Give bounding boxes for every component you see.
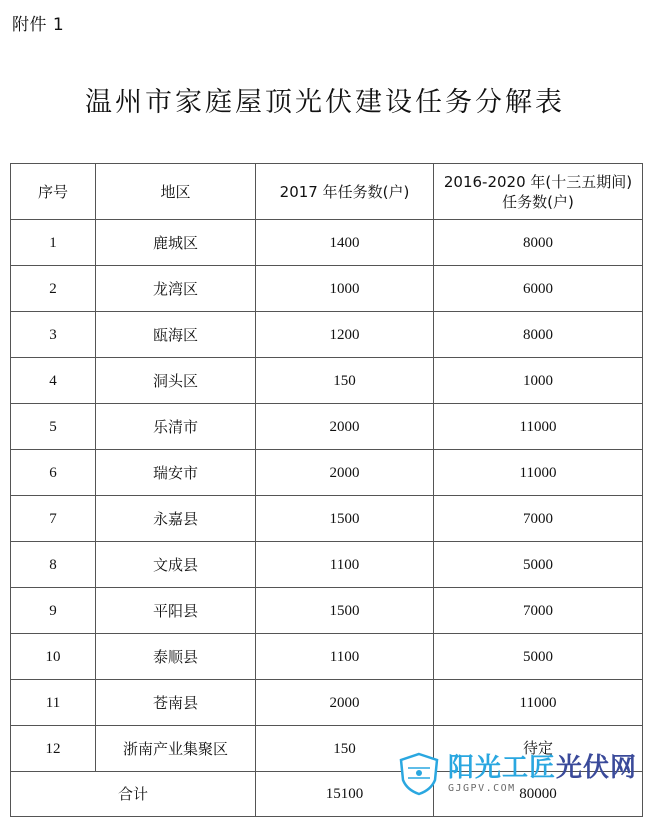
cell-no: 5 [11, 404, 96, 450]
total-label: 合计 [11, 772, 256, 817]
table-row [11, 634, 643, 680]
cell-no: 4 [11, 358, 96, 404]
table-row [11, 312, 643, 358]
cell-tasks-2016-2020: 1000 [434, 358, 643, 404]
cell-region: 苍南县 [96, 680, 256, 726]
cell-tasks-2016-2020: 11000 [434, 680, 643, 726]
cell-region: 瓯海区 [96, 312, 256, 358]
cell-region: 龙湾区 [96, 266, 256, 312]
cell-tasks-2017: 1100 [256, 542, 434, 588]
cell-region: 平阳县 [96, 588, 256, 634]
cell-tasks-2016-2020: 8000 [434, 220, 643, 266]
cell-no: 10 [11, 634, 96, 680]
header-tasks-2017: 2017 年任务数(户) [256, 164, 434, 220]
table-header-row [11, 164, 643, 220]
cell-tasks-2016-2020: 5000 [434, 542, 643, 588]
cell-tasks-2017: 1100 [256, 634, 434, 680]
cell-region: 文成县 [96, 542, 256, 588]
cell-tasks-2017: 1000 [256, 266, 434, 312]
cell-region: 洞头区 [96, 358, 256, 404]
header-no: 序号 [11, 164, 96, 220]
table-row [11, 496, 643, 542]
table-row [11, 358, 643, 404]
total-tasks-2017: 15100 [256, 772, 434, 817]
cell-tasks-2017: 2000 [256, 680, 434, 726]
cell-no: 2 [11, 266, 96, 312]
cell-tasks-2016-2020: 5000 [434, 634, 643, 680]
header-tasks-2016-2020: 2016-2020 年(十三五期间)任务数(户) [434, 164, 643, 220]
header-region: 地区 [96, 164, 256, 220]
table-row [11, 680, 643, 726]
cell-no: 8 [11, 542, 96, 588]
cell-tasks-2016-2020: 8000 [434, 312, 643, 358]
cell-no: 1 [11, 220, 96, 266]
table-row [11, 404, 643, 450]
cell-region: 泰顺县 [96, 634, 256, 680]
cell-region: 永嘉县 [96, 496, 256, 542]
cell-no: 7 [11, 496, 96, 542]
cell-tasks-2016-2020: 7000 [434, 588, 643, 634]
cell-region: 鹿城区 [96, 220, 256, 266]
cell-region: 瑞安市 [96, 450, 256, 496]
watermark-url: GJGPV.COM [448, 782, 516, 794]
table-row [11, 450, 643, 496]
cell-tasks-2017: 1500 [256, 588, 434, 634]
cell-tasks-2017: 150 [256, 726, 434, 772]
cell-no: 3 [11, 312, 96, 358]
task-table [10, 163, 643, 817]
cell-tasks-2016-2020: 11000 [434, 404, 643, 450]
cell-no: 12 [11, 726, 96, 772]
watermark-brand: 阳光工匠光伏网 [448, 752, 638, 783]
cell-tasks-2017: 2000 [256, 450, 434, 496]
cell-tasks-2017: 1400 [256, 220, 434, 266]
cell-tasks-2017: 1500 [256, 496, 434, 542]
attachment-label: 附件 1 [12, 15, 65, 35]
total-tasks-2016-2020: 80000 [434, 772, 643, 817]
cell-tasks-2016-2020: 7000 [434, 496, 643, 542]
table-row [11, 588, 643, 634]
shield-logo-icon [398, 752, 440, 796]
document-title: 温州市家庭屋顶光伏建设任务分解表 [85, 87, 565, 118]
table-row [11, 542, 643, 588]
cell-tasks-2016-2020: 6000 [434, 266, 643, 312]
cell-tasks-2017: 150 [256, 358, 434, 404]
cell-tasks-2016-2020: 11000 [434, 450, 643, 496]
cell-no: 9 [11, 588, 96, 634]
cell-no: 6 [11, 450, 96, 496]
cell-tasks-2017: 1200 [256, 312, 434, 358]
cell-tasks-2016-2020: 待定 [434, 726, 643, 772]
cell-region: 浙南产业集聚区 [96, 726, 256, 772]
cell-tasks-2017: 2000 [256, 404, 434, 450]
cell-no: 11 [11, 680, 96, 726]
table-row [11, 266, 643, 312]
table-row [11, 220, 643, 266]
watermark [398, 752, 637, 796]
cell-region: 乐清市 [96, 404, 256, 450]
